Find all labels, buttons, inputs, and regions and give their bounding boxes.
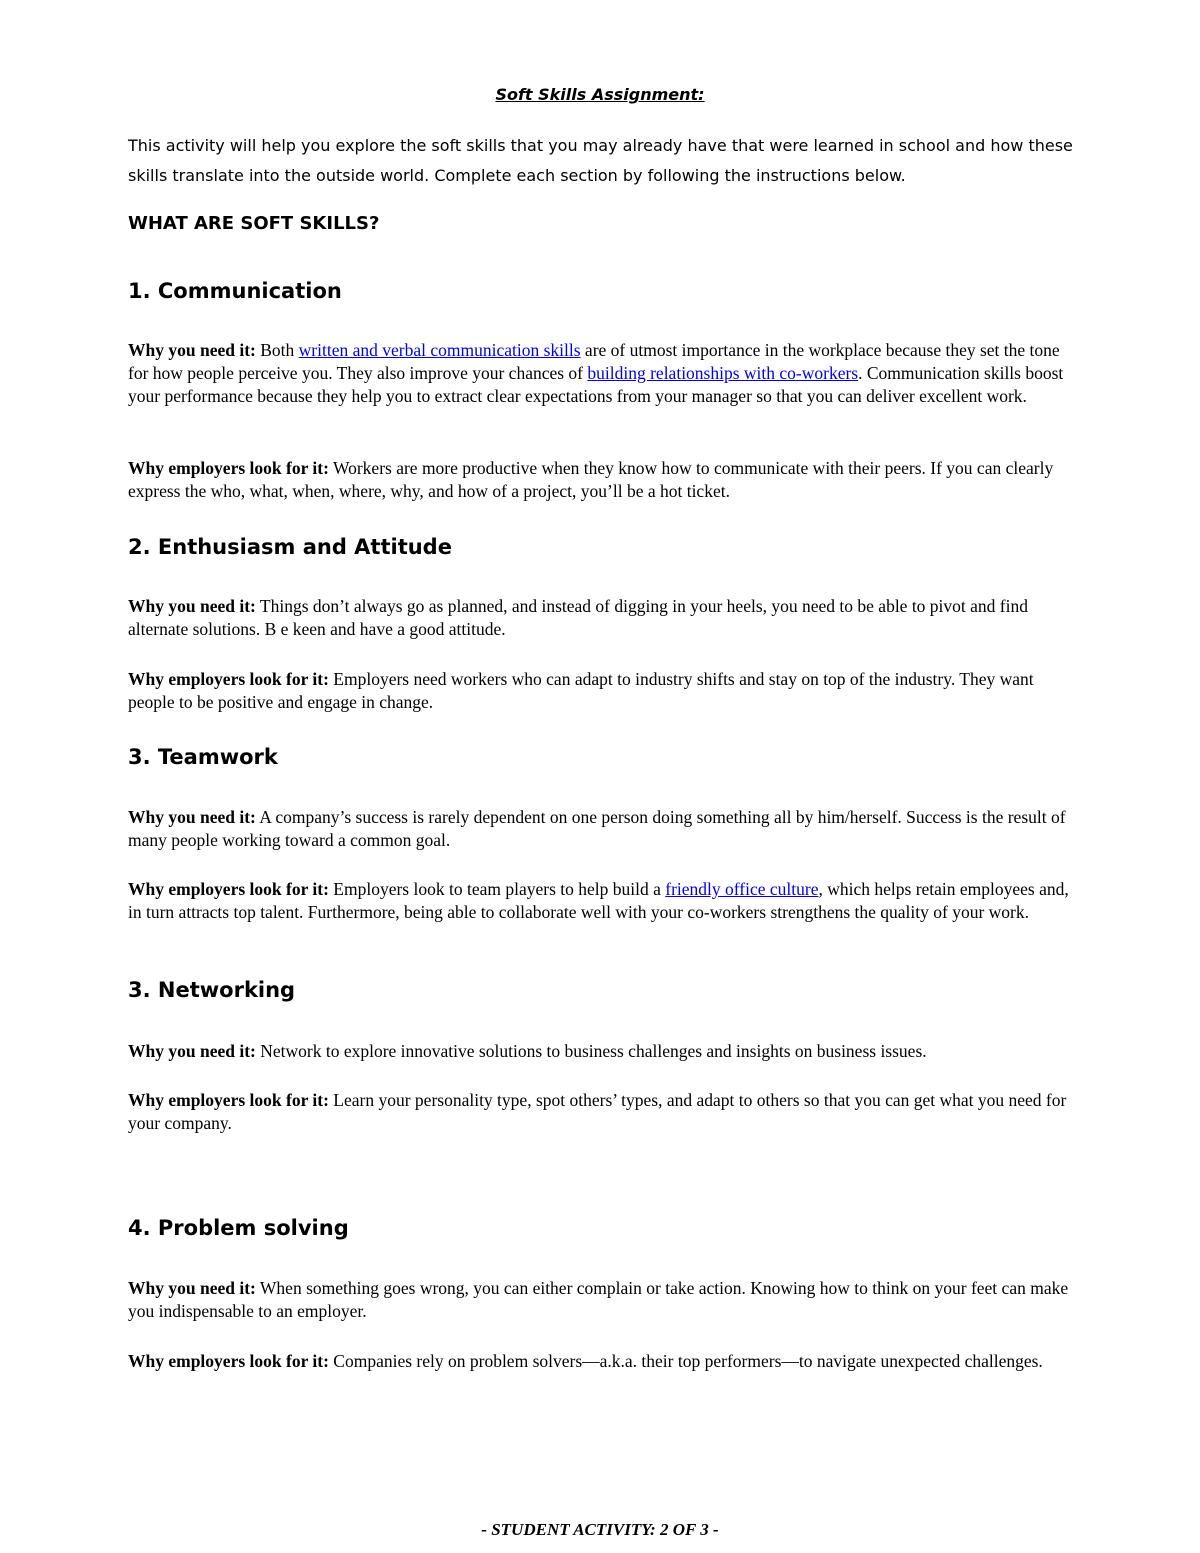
need-text-b: are of utmost importance in the workplace because they set the tone for how people perceive you. They also improve your chances of: [128, 340, 1060, 383]
page-title: Soft Skills Assignment:: [495, 85, 705, 104]
enthusiasm-need-paragraph: [128, 595, 1073, 641]
need-label: Why you need it:: [128, 807, 256, 827]
employers-text-a: Employers look to team players to help build a: [328, 879, 666, 899]
problem-solving-need-paragraph: [128, 1277, 1073, 1323]
need-text: Things don’t always go as planned, and instead of digging in your heels, you need to be able to pivot and find alternate solutions. B e keen and have a good attitude.: [128, 596, 1028, 639]
intro-paragraph: This activity will help you explore the soft skills that you may already have that were learned in school and how these skills translate into the outside world. Complete each section by following the instructions below.: [128, 136, 1073, 185]
employers-label: Why employers look for it:: [128, 1351, 329, 1371]
teamwork-heading: 3. Teamwork: [128, 745, 278, 769]
friendly-office-culture-link[interactable]: friendly office culture: [665, 879, 819, 899]
employers-label: Why employers look for it:: [128, 669, 329, 689]
employers-text-b: , which helps retain employees and, in turn attracts top talent. Furthermore, being able to collaborate well with your co-workers strengthens the quality of your work.: [128, 879, 1069, 922]
need-text-c: . Communication skills boost your performance because they help you to extract clear expectations from your manager so that you can deliver excellent work.: [128, 363, 1064, 406]
teamwork-need-paragraph: [128, 806, 1073, 852]
what-are-soft-skills-heading: WHAT ARE SOFT SKILLS?: [128, 213, 380, 234]
enthusiasm-employers-paragraph: [128, 668, 1073, 714]
employers-label: Why employers look for it:: [128, 458, 329, 478]
page-footer: - STUDENT ACTIVITY: 2 OF 3 -: [481, 1520, 719, 1539]
networking-employers-paragraph: [128, 1089, 1073, 1135]
building-relationships-link[interactable]: building relationships with co-workers: [587, 363, 859, 383]
need-label: Why you need it:: [128, 340, 256, 360]
need-text: A company’s success is rarely dependent on one person doing something all by him/herself. Success is the result of many people working toward a common goal.: [128, 807, 1066, 850]
problem-solving-employers-paragraph: [128, 1350, 1073, 1373]
employers-text: Workers are more productive when they know how to communicate with their peers. If you can clearly express the who, what, when, where, why, and how of a project, you’ll be a hot ticket.: [128, 458, 1054, 501]
need-text-a: Both: [255, 340, 299, 360]
communication-skills-link[interactable]: written and verbal communication skills: [298, 340, 581, 360]
need-label: Why you need it:: [128, 596, 256, 616]
problem-solving-heading: 4. Problem solving: [128, 1216, 349, 1240]
need-text: When something goes wrong, you can either complain or take action. Knowing how to think on your feet can make you indispensable to an employer.: [128, 1278, 1069, 1321]
employers-text: Learn your personality type, spot others’ types, and adapt to others so that you can get what you need for your company.: [128, 1090, 1067, 1133]
communication-need-paragraph: [128, 339, 1073, 408]
communication-employers-paragraph: [128, 457, 1073, 503]
enthusiasm-heading: 2. Enthusiasm and Attitude: [128, 535, 452, 559]
need-label: Why you need it:: [128, 1278, 256, 1298]
networking-heading: 3. Networking: [128, 978, 296, 1002]
teamwork-employers-paragraph: [128, 878, 1073, 924]
employers-label: Why employers look for it:: [128, 879, 329, 899]
employers-text: Companies rely on problem solvers—a.k.a. their top performers—to navigate unexpected challenges.: [328, 1351, 1043, 1371]
employers-label: Why employers look for it:: [128, 1090, 329, 1110]
networking-need-paragraph: [128, 1040, 1073, 1063]
need-text: Network to explore innovative solutions to business challenges and insights on business issues.: [255, 1041, 927, 1061]
communication-heading: 1. Communication: [128, 279, 342, 303]
need-label: Why you need it:: [128, 1041, 256, 1061]
employers-text: Employers need workers who can adapt to industry shifts and stay on top of the industry. They want people to be positive and engage in change.: [128, 669, 1034, 712]
